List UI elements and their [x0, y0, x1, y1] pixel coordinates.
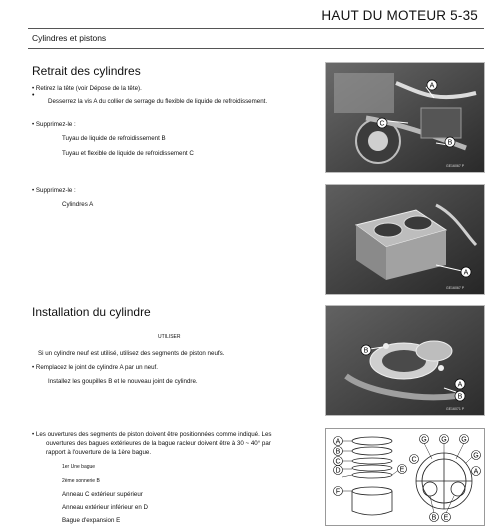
- callout-label: B: [363, 347, 369, 355]
- callout-label: A: [335, 438, 341, 446]
- remove-label-1: • Supprimez-le :: [32, 121, 76, 128]
- ring-item-3: Anneau C extérieur supérieur: [62, 491, 143, 498]
- remove-item-coolant-pipe: Tuyau de liquide de refroidissement B: [62, 135, 166, 142]
- ring-item-5: Bague d'expansion E: [62, 517, 121, 524]
- ring-item-1: 1er Une bague: [62, 464, 96, 470]
- callout-label: E: [443, 514, 449, 522]
- rings-line-2: ouvertures des bagues extérieures de la bague racleur doivent être à 30 ~ 40° par: [46, 440, 271, 447]
- callout-label: C: [379, 120, 385, 128]
- callout-label: G: [473, 452, 479, 460]
- ring-item-4: Anneau extérieur inférieur en D: [62, 504, 148, 511]
- removal-step-1: • Retirez la tête (voir Dépose de la tête).: [32, 85, 142, 92]
- section-label: Cylindres et pistons: [32, 33, 107, 43]
- header-rule: [28, 28, 484, 29]
- remove-label-2: • Supprimez-le :: [32, 187, 76, 194]
- install-line-3: Installez les goupilles B et le nouveau joint de cylindre.: [48, 378, 198, 385]
- callout-label: F: [335, 488, 341, 496]
- figure-code: GE16067 P: [446, 286, 465, 290]
- callout-label: G: [461, 436, 467, 444]
- callout-label: A: [429, 82, 435, 90]
- callout-label: D: [335, 467, 341, 475]
- figure-ring-diagram: [325, 428, 485, 526]
- bullet-dot: •: [32, 92, 35, 99]
- install-heading: Installation du cylindre: [32, 305, 151, 319]
- remove-item-cylinders: Cylindres A: [62, 201, 94, 208]
- callout-label: A: [473, 468, 479, 476]
- callout-label: A: [463, 269, 469, 277]
- figure-code: GE16067 P: [446, 164, 465, 168]
- figure-code: GE16071 P: [446, 407, 465, 411]
- figure-gasket-photo: [325, 305, 485, 416]
- page-header-title: HAUT DU MOTEUR 5-35: [321, 8, 478, 23]
- callout-label: G: [441, 436, 447, 444]
- callout-label: C: [335, 458, 341, 466]
- rings-line-3: rapport à l'ouverture de la 1ère bague.: [46, 449, 152, 456]
- remove-item-coolant-hose: Tuyau et flexible de liquide de refroidissement C: [62, 150, 194, 157]
- callout-label: B: [457, 393, 463, 401]
- ring-item-2: 2ème sonnerie B: [62, 478, 100, 484]
- callout-label: B: [335, 448, 341, 456]
- figure-cylinder-photo: [325, 184, 485, 295]
- callout-label: C: [411, 456, 417, 464]
- removal-step-1-detail: Desserrez la vis A du collier de serrage du flexible de liquide de refroidissement.: [48, 98, 268, 105]
- rings-line-1: • Les ouvertures des segments de piston doivent être positionnées comme indiqué. Les: [32, 431, 272, 438]
- install-line-1: Si un cylindre neuf est utilisé, utilisez des segments de piston neufs.: [38, 350, 225, 357]
- callout-label: B: [447, 139, 453, 147]
- use-note: UTILISER: [158, 334, 181, 340]
- callout-label: A: [457, 381, 463, 389]
- callout-label: E: [399, 466, 405, 474]
- section-rule: [28, 48, 484, 49]
- figure-engine-removal-photo: [325, 62, 485, 173]
- removal-heading: Retrait des cylindres: [32, 64, 141, 78]
- callout-label: B: [431, 514, 437, 522]
- install-line-2: • Remplacez le joint de cylindre A par un neuf.: [32, 364, 158, 371]
- callout-label: G: [421, 436, 427, 444]
